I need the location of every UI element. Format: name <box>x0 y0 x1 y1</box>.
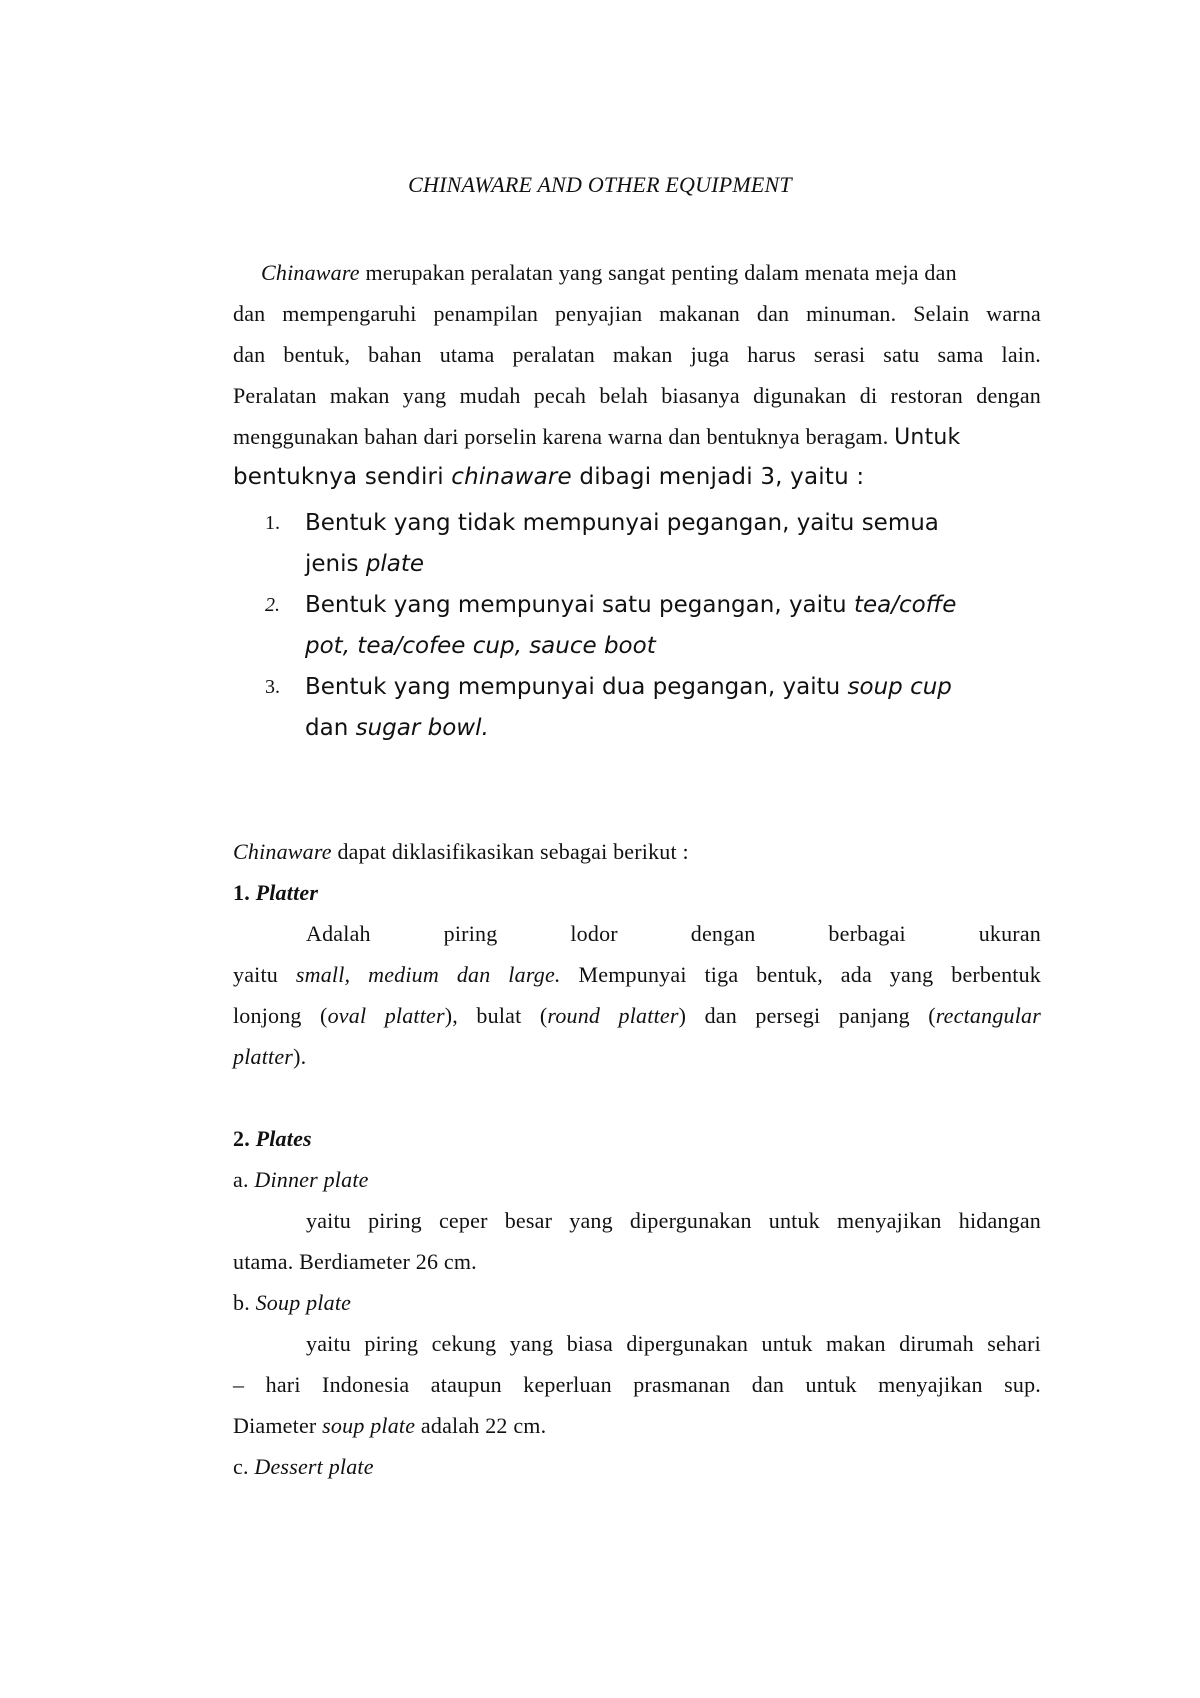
soup-plate-line-2: – hari Indonesia ataupun keperluan prasmanan dan untuk menyajikan sup. <box>233 1372 1041 1397</box>
list-item-text: Bentuk yang mempunyai dua pegangan, yaitu <box>305 674 848 700</box>
list-item-italic: tea/coffe <box>853 592 957 618</box>
dinner-plate-line-1: yaitu piring ceper besar yang dipergunakan untuk menyajikan hidangan <box>306 1208 1041 1233</box>
sub-title: Soup plate <box>255 1290 352 1315</box>
platter-text: ) dan persegi panjang ( <box>678 1003 936 1028</box>
plates-section <box>233 1118 1041 1487</box>
shapes-list <box>265 503 1025 749</box>
list-item-text: Bentuk yang mempunyai satu pegangan, yaitu <box>305 592 854 618</box>
soup-plate-line-1: yaitu piring cekung yang biasa dipergunakan untuk makan dirumah sehari <box>306 1331 1041 1356</box>
classification-section <box>233 831 1041 1077</box>
intro-line-6-b: dibagi menjadi 3, yaitu : <box>571 464 865 490</box>
platter-text: lonjong ( <box>233 1003 328 1028</box>
platter-italic: platter <box>233 1044 294 1069</box>
soup-text: Diameter <box>233 1413 323 1438</box>
dessert-plate-heading <box>233 1446 1041 1487</box>
intro-line-5-text: menggunakan bahan dari porselin karena warna dan bentuknya beragam. <box>233 424 895 449</box>
sub-title: Dessert plate <box>254 1454 374 1479</box>
dinner-plate-line-2: utama. Berdiameter 26 cm. <box>233 1249 477 1274</box>
soup-plate-line-3 <box>233 1405 1041 1446</box>
sub-label: b. <box>233 1290 256 1315</box>
list-item-italic: pot, tea/cofee cup, sauce boot <box>305 633 656 659</box>
platter-text: ). <box>293 1044 307 1069</box>
sub-label: a. <box>233 1167 255 1192</box>
classification-text: dapat diklasifikasikan sebagai berikut : <box>331 839 689 864</box>
platter-title: Platter <box>255 880 319 905</box>
list-item-line-2 <box>305 626 1025 667</box>
sub-title: Dinner plate <box>254 1167 369 1192</box>
platter-text: Mempunyai tiga bentuk, ada yang berbentuk <box>560 962 1042 987</box>
platter-italic: round platter <box>547 1003 679 1028</box>
intro-line-3: dan bentuk, bahan utama peralatan makan juga harus serasi satu sama lain. <box>233 342 1041 367</box>
dinner-plate-heading <box>233 1159 1041 1200</box>
platter-line-1: Adalah piring lodor dengan berbagai ukuran <box>306 921 1041 946</box>
list-number: 2. <box>265 594 280 616</box>
classification-term: Chinaware <box>233 839 332 864</box>
list-item <box>265 667 1025 749</box>
list-item-italic: plate <box>365 551 425 577</box>
platter-heading <box>233 872 1041 913</box>
platter-italic: rectangular <box>935 1003 1041 1028</box>
intro-line-5-sans: Untuk <box>894 425 961 450</box>
soup-text: adalah 22 cm. <box>415 1413 547 1438</box>
list-item <box>265 503 1025 585</box>
intro-paragraph <box>233 252 1041 498</box>
platter-line-4 <box>233 1036 1041 1077</box>
platter-line-3 <box>233 995 1041 1036</box>
list-item-italic: sugar bowl. <box>355 715 489 741</box>
intro-line-2: dan mempengaruhi penampilan penyajian makanan dan minuman. Selain warna <box>233 301 1041 326</box>
intro-line-5 <box>233 416 1041 457</box>
platter-text: yaitu <box>233 962 296 987</box>
soup-plate-heading <box>233 1282 1041 1323</box>
chinaware-term: Chinaware <box>261 260 360 285</box>
list-item-italic: soup cup <box>847 674 952 700</box>
platter-italic: small, medium dan large. <box>295 962 561 987</box>
intro-line-1 <box>233 252 1041 293</box>
list-item-line-1 <box>305 667 1025 708</box>
soup-italic: soup plate <box>322 1413 416 1438</box>
page-title: CHINAWARE AND OTHER EQUIPMENT <box>408 172 792 197</box>
list-item-line-1: Bentuk yang tidak mempunyai pegangan, yaitu semua <box>305 510 939 536</box>
plates-number: 2. <box>233 1126 250 1151</box>
intro-line-6-a: bentuknya sendiri <box>233 464 452 490</box>
plates-heading <box>233 1118 1041 1159</box>
intro-line-1-text: merupakan peralatan yang sangat penting dalam menata meja dan <box>359 260 957 285</box>
list-item-line-2 <box>305 708 1025 749</box>
plates-title: Plates <box>255 1126 312 1151</box>
sub-label: c. <box>233 1454 255 1479</box>
classification-intro <box>233 831 1041 872</box>
list-item-line-2 <box>305 544 1025 585</box>
list-number: 1. <box>265 512 280 534</box>
platter-text: ), bulat ( <box>444 1003 548 1028</box>
list-item-text: dan <box>305 715 356 741</box>
list-item-text: jenis <box>305 551 366 577</box>
list-number: 3. <box>265 676 280 698</box>
intro-line-6-italic: chinaware <box>451 464 572 490</box>
platter-number: 1. <box>233 880 250 905</box>
intro-line-4: Peralatan makan yang mudah pecah belah biasanya digunakan di restoran dengan <box>233 383 1041 408</box>
platter-italic: oval platter <box>327 1003 445 1028</box>
intro-line-6 <box>233 457 1041 498</box>
list-item-line-1 <box>305 585 1025 626</box>
platter-line-2 <box>233 954 1041 995</box>
list-item <box>265 585 1025 667</box>
